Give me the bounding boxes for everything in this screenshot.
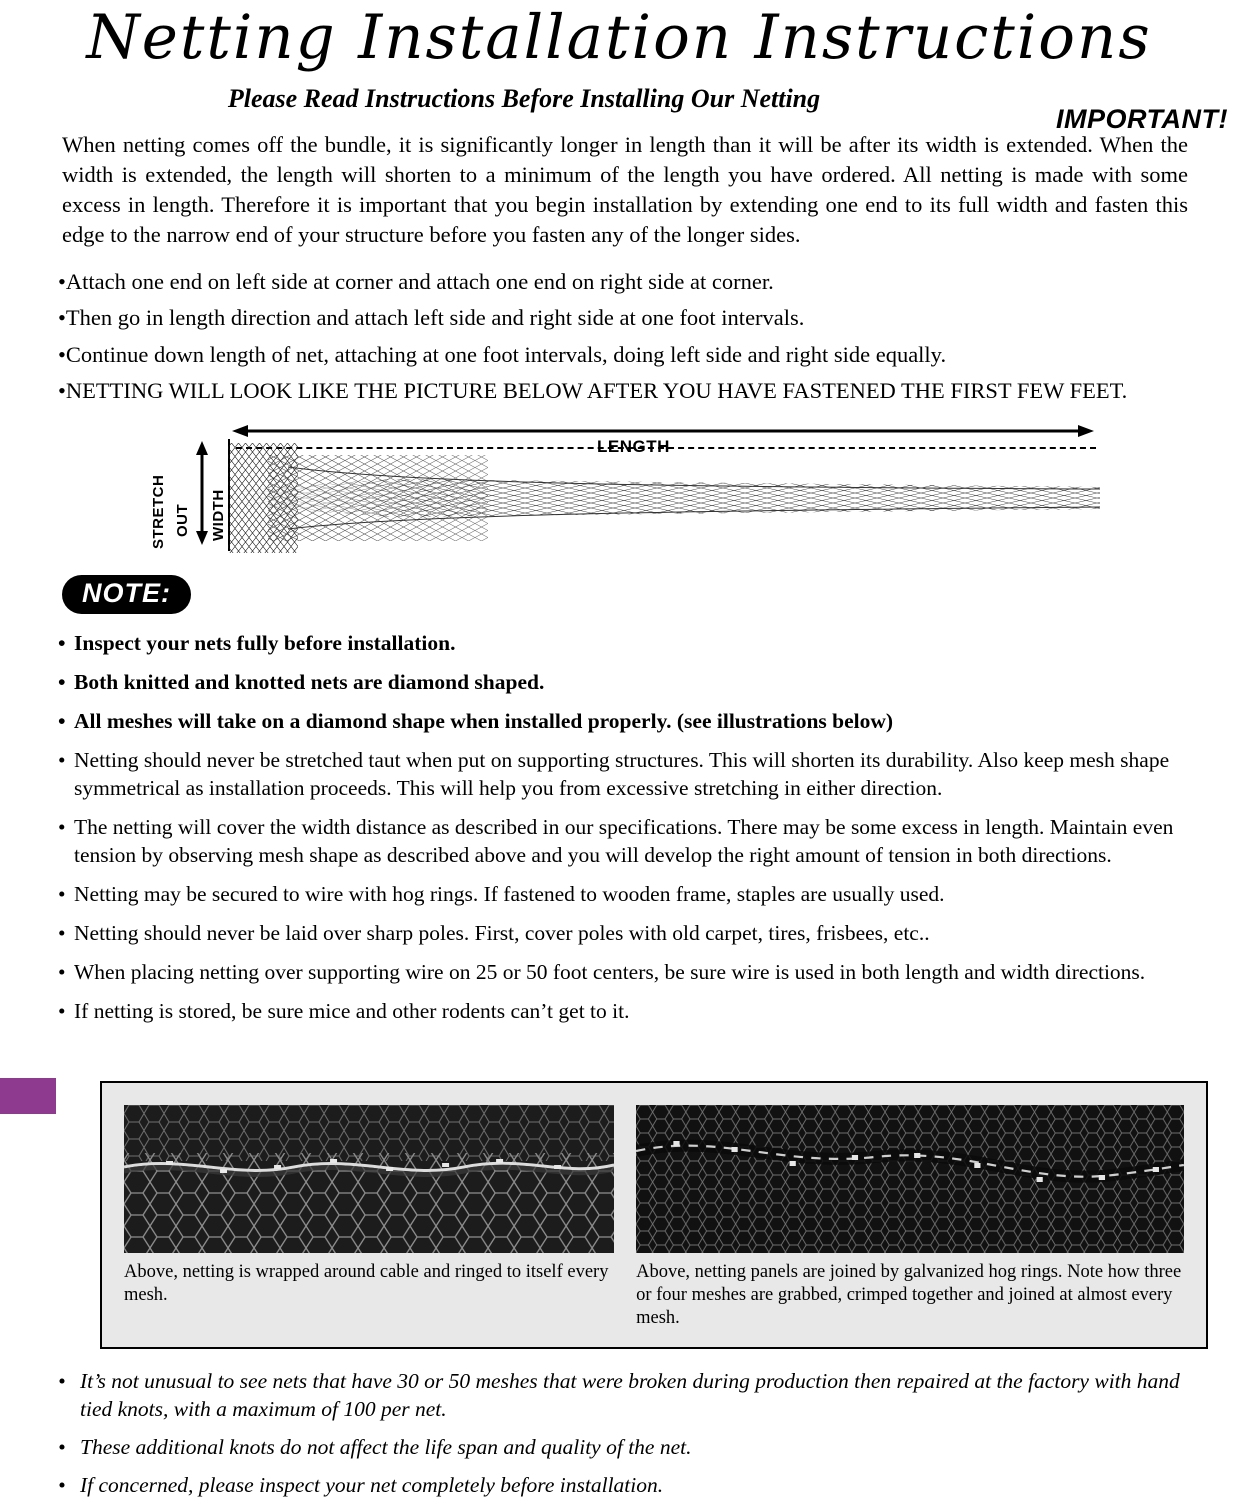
bullet-icon: • — [58, 815, 66, 840]
photo-column-right — [636, 1083, 1206, 1347]
bullet-icon: • — [58, 709, 66, 734]
intro-paragraph: When netting comes off the bundle, it is significantly longer in length than it will be after its width is extended. When the width is extended, the length will shorten to a minimum of the length you have ordered. All netting is made with some excess in length. Therefore it is important that you begin installation by extending one end to its full width and fasten this edge to the narrow end of your structure before you fasten any of the longer sides. — [62, 132, 1188, 247]
note-item — [58, 814, 1192, 870]
note-item — [58, 630, 1192, 658]
photo-hog-rings — [636, 1105, 1184, 1253]
note-text: All meshes will take on a diamond shape when installed properly. (see illustrations below) — [74, 709, 894, 734]
netting-diagram — [0, 415, 1238, 575]
footnote-item — [58, 1472, 1188, 1500]
footnote-item — [58, 1368, 1188, 1424]
footnote-item — [58, 1434, 1188, 1462]
note-item — [58, 959, 1192, 987]
step-item: •NETTING WILL LOOK LIKE THE PICTURE BELOW AFTER YOU HAVE FASTENED THE FIRST FEW FEET. — [58, 378, 1128, 404]
note-text: Both knitted and knotted nets are diamond shaped. — [74, 670, 545, 695]
bullet-icon: • — [58, 1472, 66, 1497]
photo-panel — [100, 1081, 1208, 1349]
photo-netting-cable-art — [124, 1105, 614, 1253]
length-label: LENGTH — [592, 437, 675, 457]
photo-column-left — [102, 1083, 636, 1347]
notes-list — [58, 630, 1192, 1025]
note-text: When placing netting over supporting wire on 25 or 50 foot centers, be sure wire is used in both length and width directions. — [74, 959, 1146, 984]
width-arrow-icon — [196, 441, 208, 545]
note-text: Netting may be secured to wire with hog rings. If fastened to wooden frame, staples are usually used. — [74, 882, 945, 907]
step-item: •Then go in length direction and attach left side and right side at one foot intervals. — [58, 305, 805, 331]
steps-list — [58, 264, 1238, 410]
footnotes-list — [58, 1368, 1188, 1510]
note-item — [58, 920, 1192, 948]
bullet-icon: • — [58, 670, 66, 695]
bullet-icon: • — [58, 631, 66, 656]
accent-tab — [0, 1078, 56, 1114]
important-flag: IMPORTANT! — [1056, 104, 1228, 134]
bullet-icon: • — [58, 920, 66, 945]
note-item — [58, 881, 1192, 909]
bullet-icon: • — [58, 1434, 66, 1459]
note-item — [58, 669, 1192, 697]
footnote-text: It’s not unusual to see nets that have 30 or 50 meshes that were broken during production then repaired at the factory with hand tied knots, with a maximum of 100 per net. — [80, 1369, 1180, 1421]
bullet-icon: • — [58, 1369, 66, 1393]
photo-caption-left: Above, netting is wrapped around cable and ringed to itself every mesh. — [124, 1262, 609, 1306]
note-item — [58, 708, 1192, 736]
page-subtitle: Please Read Instructions Before Installing Our Netting — [227, 84, 821, 114]
note-text: Netting should never be laid over sharp poles. First, cover poles with old carpet, tires, frisbees, etc.. — [74, 920, 930, 945]
photo-hog-rings-art — [636, 1105, 1184, 1253]
footnote-text: These additional knots do not affect the life span and quality of the net. — [80, 1434, 692, 1459]
note-text: Netting should never be stretched taut when put on supporting structures. This will shorten its durability. Also keep mesh shape symmetrical as installation proceeds. This will help you from excessive stretching in either direction. — [74, 748, 1170, 801]
note-badge: NOTE: — [62, 575, 191, 614]
net-illustration — [228, 443, 1100, 553]
note-text: If netting is stored, be sure mice and other rodents can’t get to it. — [74, 998, 630, 1023]
page-title: Netting Installation Instructions — [86, 2, 1152, 73]
note-text: The netting will cover the width distance as described in our specifications. There may be some excess in length. Maintain even tension by observing mesh shape as described above and you will develop the right amount of tension in both directions. — [74, 815, 1174, 868]
photo-caption-right: Above, netting panels are joined by galvanized hog rings. Note how three or four meshes are grabbed, crimped together and joined at almost every mesh. — [636, 1262, 1182, 1329]
photo-netting-cable — [124, 1105, 614, 1253]
bullet-icon: • — [58, 882, 66, 907]
out-label: OUT — [174, 504, 191, 538]
bullet-icon: • — [58, 959, 66, 984]
footnote-text: If concerned, please inspect your net completely before installation. — [80, 1472, 664, 1497]
bullet-icon: • — [58, 998, 66, 1023]
bullet-icon: • — [58, 748, 66, 773]
step-item: •Continue down length of net, attaching at one foot intervals, doing left side and right side equally. — [58, 341, 947, 367]
stretch-label: STRETCH — [150, 475, 167, 550]
length-arrow-icon — [232, 425, 1094, 437]
note-text: Inspect your nets fully before installation. — [74, 631, 456, 656]
step-item: •Attach one end on left side at corner and attach one end on right side at corner. — [58, 268, 774, 294]
note-item — [58, 998, 1192, 1026]
note-item — [58, 747, 1192, 803]
width-label: WIDTH — [210, 489, 227, 542]
